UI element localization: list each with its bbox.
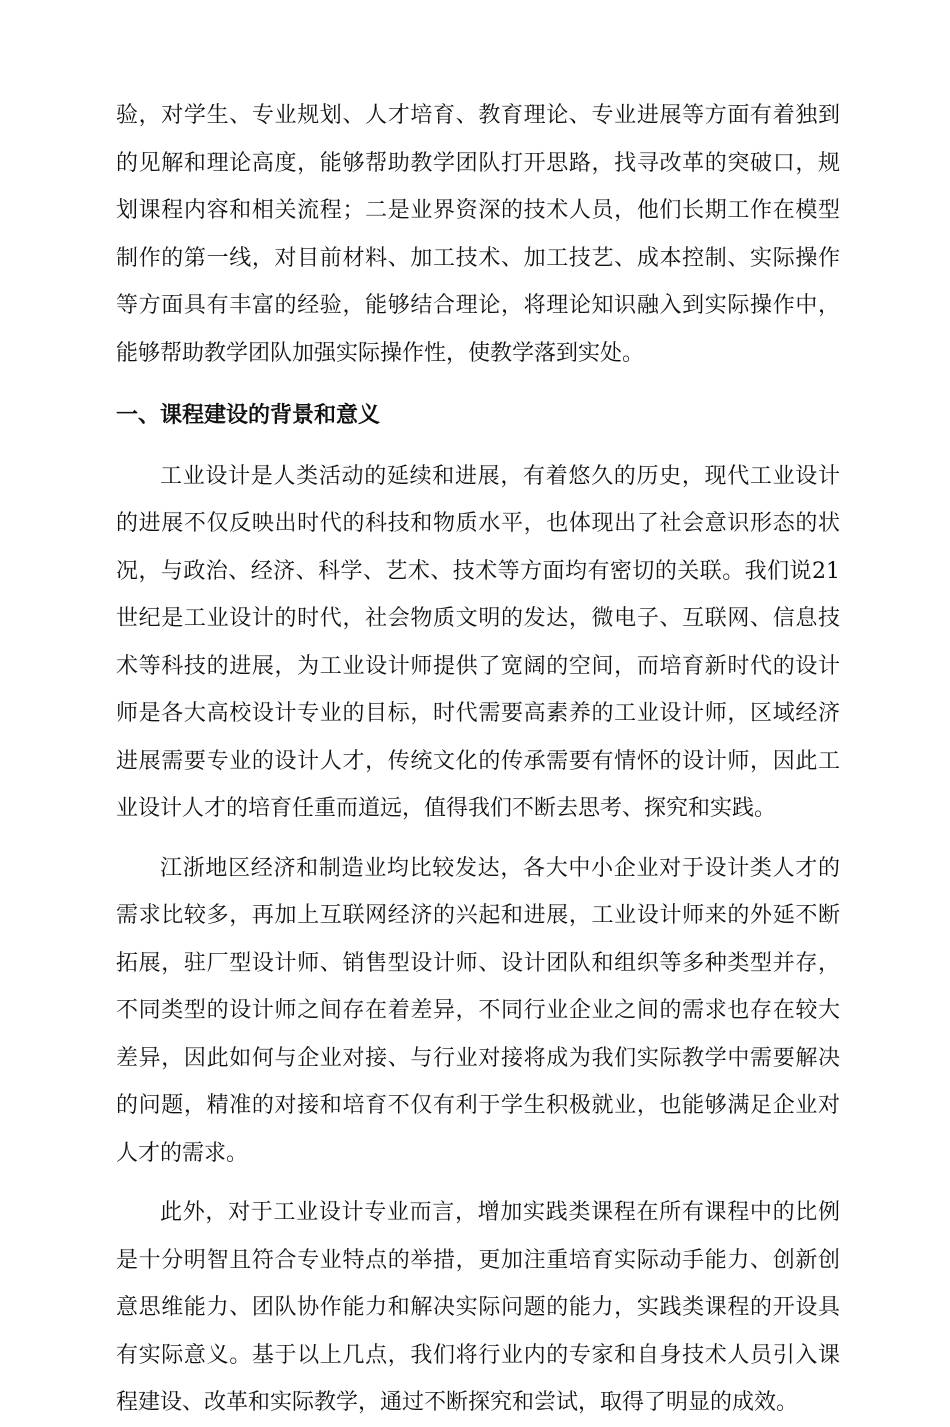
body-paragraph-2: 江浙地区经济和制造业均比较发达，各大中小企业对于设计类人才的需求比较多，再加上互联网经济的兴起和进展，工业设计师来的外延不断拓展，驻厂型设计师、销售型设计师、设计团队和组织等多种类型并存，不同类型的设计师之间存在着差异，不同行业企业之间的需求也存在较大差异，因此如何与企业对接、与行业对接将成为我们实际教学中需要解决的问题，精准的对接和培育不仅有利于学生积极就业，也能够满足企业对人才的需求。 bbox=[116, 855, 840, 1166]
section-heading: 一、课程建设的背景和意义 bbox=[116, 403, 381, 428]
body-paragraph-1: 工业设计是人类活动的延续和进展，有着悠久的历史，现代工业设计的进展不仅反映出时代的科技和物质水平，也体现出了社会意识形态的状况，与政治、经济、科学、艺术、技术等方面均有密切的关联。我们说21世纪是工业设计的时代，社会物质文明的发达，微电子、互联网、信息技术等科技的进展，为工业设计师提供了宽阔的空间，而培育新时代的设计师是各大高校设计专业的目标，时代需要高素养的工业设计师，区域经济进展需要专业的设计人才，传统文化的传承需要有情怀的设计师，因此工业设计人才的培育任重而道远，值得我们不断去思考、探究和实践。 bbox=[116, 463, 840, 821]
body-paragraph-3: 此外，对于工业设计专业而言，增加实践类课程在所有课程中的比例是十分明智且符合专业特点的举措，更加注重培育实际动手能力、创新创意思维能力、团队协作能力和解决实际问题的能力，实践类课程的开设具有实际意义。基于以上几点，我们将行业内的专家和自身技术人员引入课程建设、改革和实际教学，通过不断探究和尝试，取得了明显的成效。 bbox=[116, 1200, 840, 1415]
intro-paragraph: 验，对学生、专业规划、人才培育、教育理论、专业进展等方面有着独到的见解和理论高度，能够帮助教学团队打开思路，找寻改革的突破口，规划课程内容和相关流程；二是业界资深的技术人员，他们长期工作在模型制作的第一线，对目前材料、加工技术、加工技艺、成本控制、实际操作等方面具有丰富的经验，能够结合理论，将理论知识融入到实际操作中，能够帮助教学团队加强实际操作性，使教学落到实处。 bbox=[116, 103, 840, 366]
